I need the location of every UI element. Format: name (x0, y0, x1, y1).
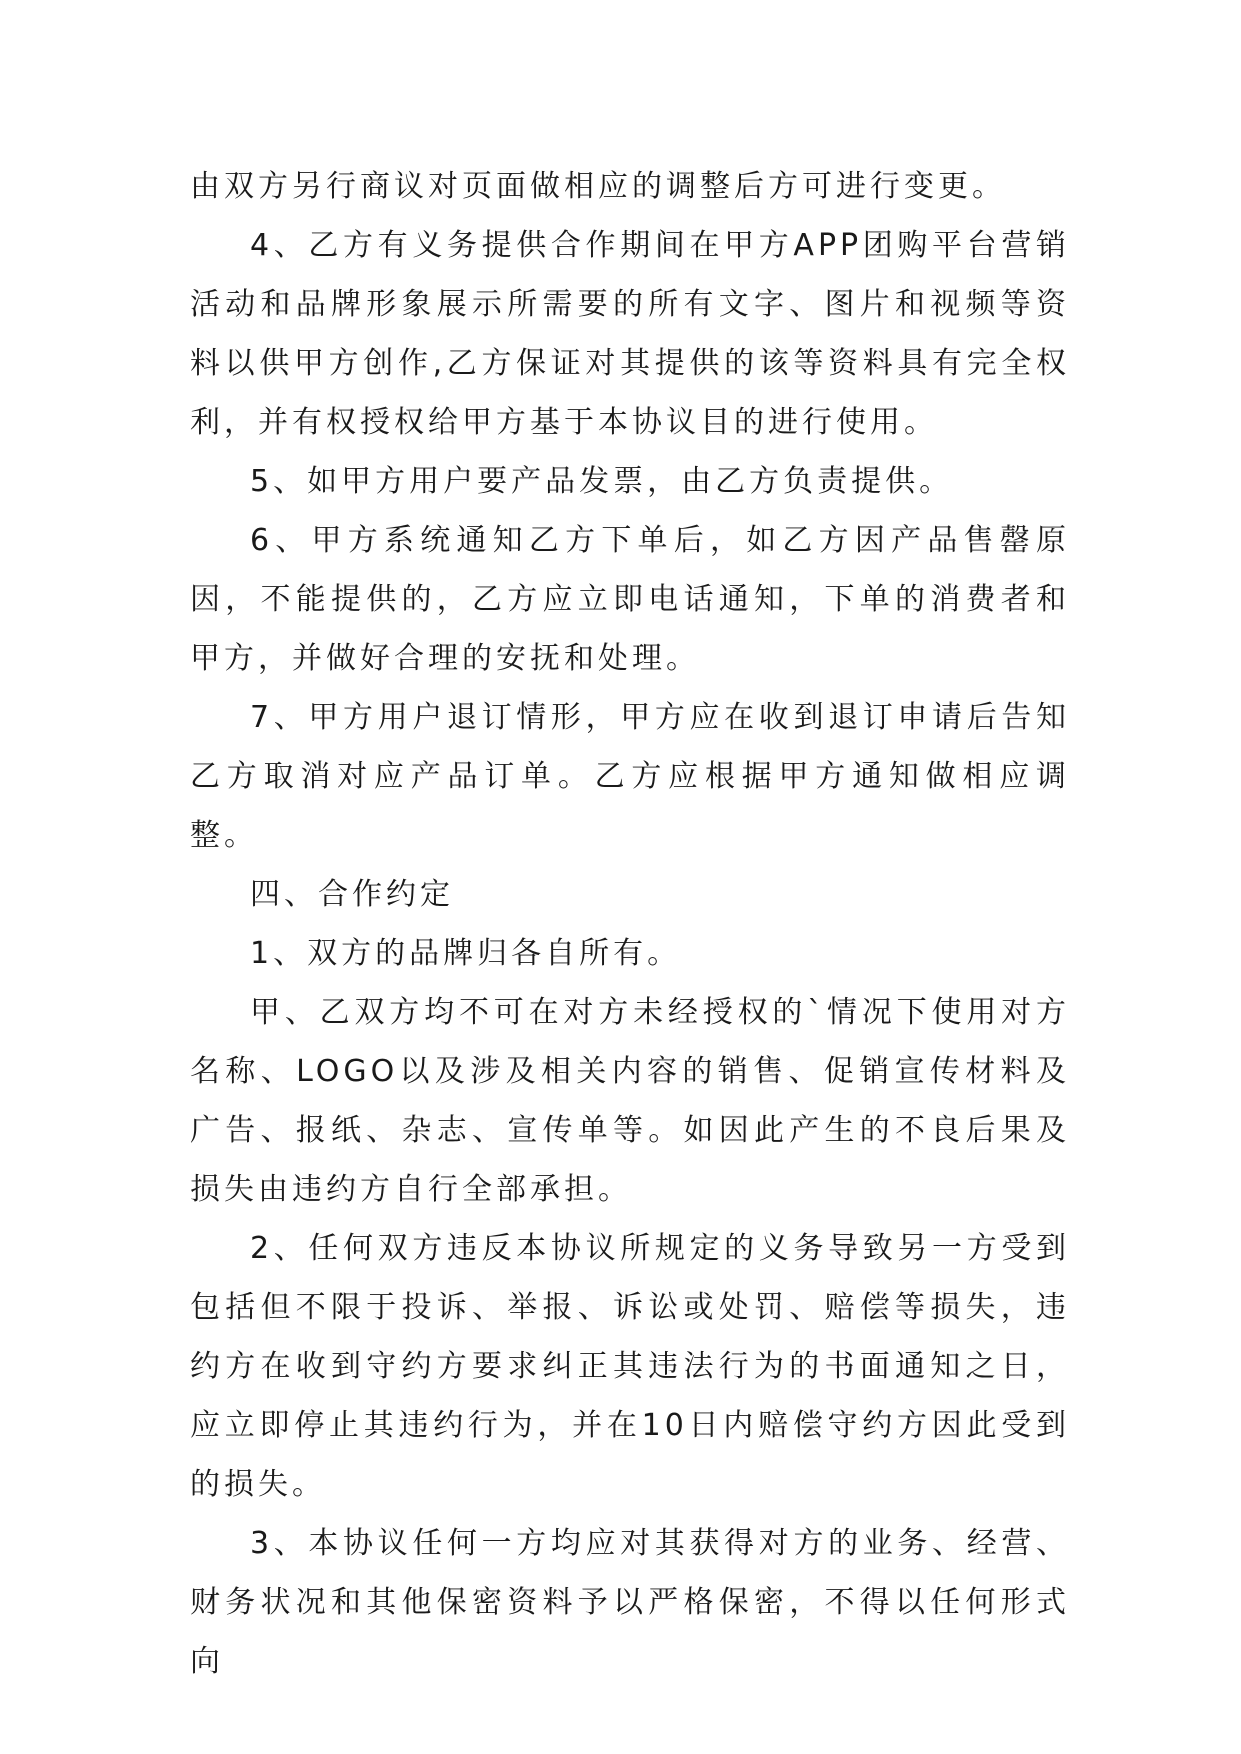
clause-2-breach: 2、任何双方违反本协议所规定的义务导致另一方受到包括但不限于投诉、举报、诉讼或处罚、赔偿等损失，违约方在收到守约方要求纠正其违法行为的书面通知之日，应立即停止其违约行为，并在10日内赔偿守约方因此受到的损失。 (190, 1231, 1070, 1502)
clause-1-brand: 1、双方的品牌归各自所有。 (250, 936, 682, 971)
clause-3-confidentiality: 3、本协议任何一方均应对其获得对方的业务、经营、财务状况和其他保密资料予以严格保密，不得以任何形式向 (190, 1526, 1070, 1679)
clause-7-refund: 7、甲方用户退订情形，甲方应在收到退订申请后告知乙方取消对应产品订单。乙方应根据甲方通知做相应调整。 (190, 700, 1070, 853)
section-heading-cooperation: 四、合作约定 (250, 877, 454, 912)
clause-6-sold-out: 6、甲方系统通知乙方下单后，如乙方因产品售罄原因，不能提供的，乙方应立即电话通知，下单的消费者和甲方，并做好合理的安抚和处理。 (190, 523, 1070, 676)
clause-5-invoice: 5、如甲方用户要产品发票，由乙方负责提供。 (250, 464, 954, 499)
paragraph-continuation: 由双方另行商议对页面做相应的调整后方可进行变更。 (190, 169, 1006, 204)
clause-4-materials: 4、乙方有义务提供合作期间在甲方APP团购平台营销活动和品牌形象展示所需要的所有文字、图片和视频等资料以供甲方创作,乙方保证对其提供的该等资料具有完全权利，并有权授权给甲方基于本协议目的进行使用。 (190, 228, 1070, 440)
clause-1-authorization: 甲、乙双方均不可在对方未经授权的`情况下使用对方名称、LOGO以及涉及相关内容的销售、促销宣传材料及广告、报纸、杂志、宣传单等。如因此产生的不良后果及损失由违约方自行全部承担。 (190, 995, 1070, 1207)
document-page (190, 157, 1070, 1691)
